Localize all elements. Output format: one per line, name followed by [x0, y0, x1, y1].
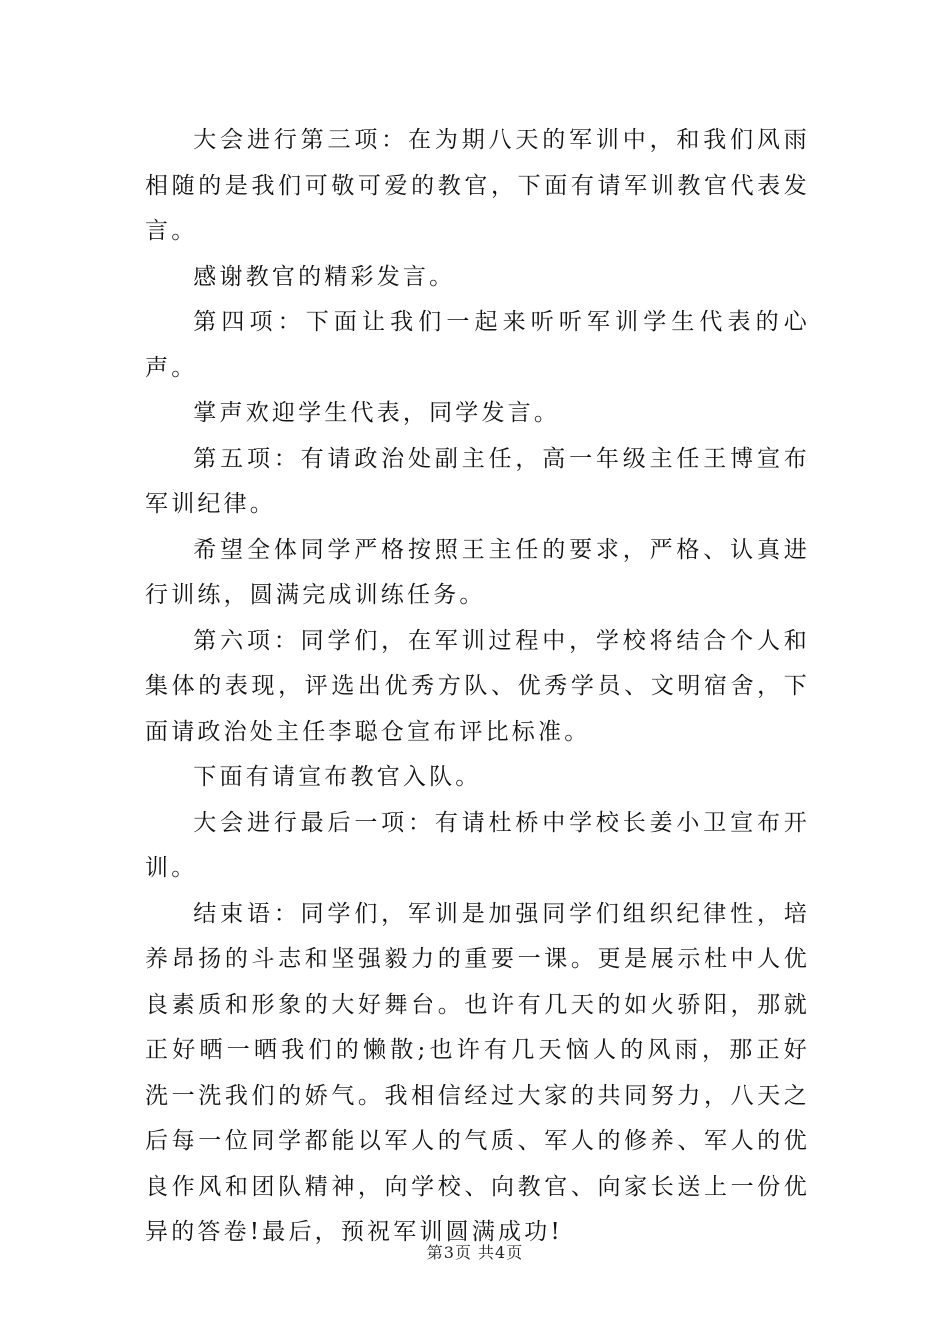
paragraph-discipline-hope: 希望全体同学严格按照王主任的要求，严格、认真进行训练，圆满完成训练任务。 [145, 536, 810, 608]
document-body [145, 118, 810, 1256]
paragraph-closing-remarks: 结束语：同学们，军训是加强同学们组织纪律性，培养昂扬的斗志和坚强毅力的重要一课。更是展示杜中人优良素质和形象的大好舞台。也许有几天的如火骄阳，那就正好晒一晒我们的懒散;也许有几天恼人的风雨，那正好洗一洗我们的娇气。我相信经过大家的共同努力，八天之后每一位同学都能以军人的气质、军人的修养、军人的优良作风和团队精神，向学校、向教官、向家长送上一份优异的答卷!最后，预祝军训圆满成功! [145, 900, 810, 1245]
paragraph-item-4: 第四项：下面让我们一起来听听军训学生代表的心声。 [145, 309, 810, 381]
paragraph-item-6: 第六项：同学们，在军训过程中，学校将结合个人和集体的表现，评选出优秀方队、优秀学员、文明宿舍，下面请政治处主任李聪仓宣布评比标准。 [145, 627, 810, 745]
page-number: 第3页 共4页 [426, 1243, 524, 1262]
paragraph-item-5: 第五项：有请政治处副主任，高一年级主任王博宣布军训纪律。 [145, 445, 810, 517]
paragraph-thanks-instructor: 感谢教官的精彩发言。 [193, 263, 456, 290]
paragraph-item-3: 大会进行第三项：在为期八天的军训中，和我们风雨相随的是我们可敬可爱的教官，下面有请军训教官代表发言。 [145, 127, 810, 244]
paragraph-final-item: 大会进行最后一项：有请杜桥中学校长姜小卫宣布开训。 [145, 809, 810, 881]
paragraph-instructors-enter: 下面有请宣布教官入队。 [193, 764, 482, 790]
paragraph-student-speech: 掌声欢迎学生代表，同学发言。 [193, 400, 561, 426]
